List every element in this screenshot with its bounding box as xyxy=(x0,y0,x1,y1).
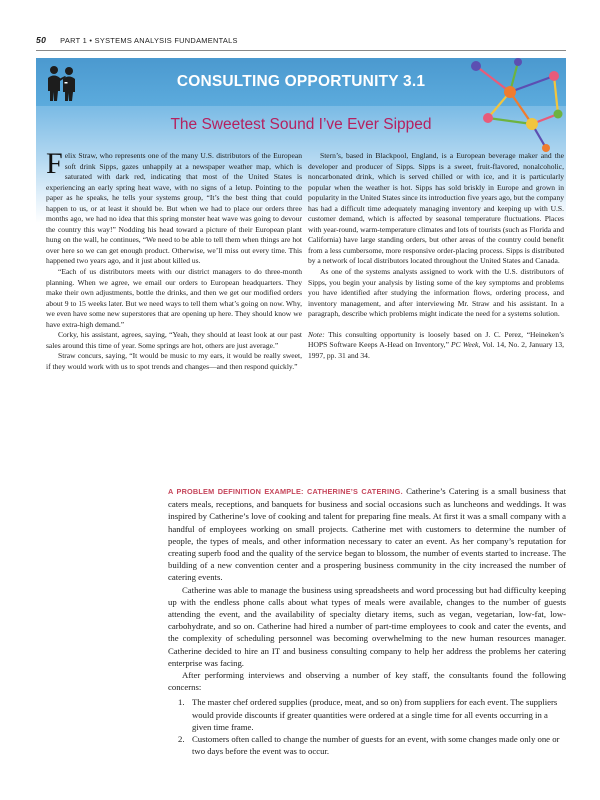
case-paragraph: Straw concurs, saying, “It would be music to my ears, it would be really sweet, if they would work with us to spot trends and changes—and then respond quickly.” xyxy=(46,351,302,371)
case-paragraph: Corky, his assistant, agrees, saying, “Yeah, they should at least look at our past sales around this time of year. Some springs are hot, others are just average.” xyxy=(46,330,302,350)
list-item xyxy=(168,696,566,733)
case-paragraph: As one of the systems analysts assigned to work with the U.S. distributors of Sipps, you begin your analysis by listing some of the key symptoms and problems you have identified after studying the information flows, ordering process, and inventory management, and after interviewing Mr. Straw and his assistant. In a paragraph, describe which problems might indicate the need for a systems solution. xyxy=(308,267,564,319)
consulting-opportunity-box xyxy=(36,58,566,472)
example-heading: A PROBLEM DEFINITION EXAMPLE: CATHERINE’S CATERING. xyxy=(168,487,403,496)
note-text: This consulting opportunity is loosely based on J. C. Perez, “Heineken’s HOPS Software Keeps A-Head on Inventory,” xyxy=(308,329,564,350)
list-item-number: 2. xyxy=(178,734,185,745)
drop-cap: F xyxy=(46,147,63,180)
case-paragraph: Stern’s, based in Blackpool, England, is a European beverage maker and the developer and producer of Sipps. Sipps is a sweet, fruit-flavored, nonalcoholic, noncarbonated drink, which is served chilled or with ice, and it is particularly popular when the weather is hot. Sipps has sold briskly in Europe and grown in popularity in the United States since its introduction five years ago, but the company has had a difficult time adequately managing inventory and keeping up with U.S. customer demand, which is affected by seasonal temperature fluctuations. Places with year-round, warm-temperature climates and lots of tourists (such as Florida and California) have large standing orders, but other areas of the country could benefit from a less cumbersome, more responsive order-placing process. Sipps is distributed by a network of local distributors located throughout the United States and Canada. xyxy=(308,151,564,266)
note-publication: PC Week, xyxy=(451,340,481,350)
list-item-number: 1. xyxy=(178,697,185,708)
case-left-column xyxy=(46,147,302,372)
main-paragraph: Catherine was able to manage the business using spreadsheets and word processing but had difficulty keeping up with the endless phone calls about what types of meals were available, changes to the number of guests attending the event, and the availability of specialty dietary items, such as vegan, vegetarian, low-fat, low-carbohydrate, and so on. Catherine had hired a number of part-time employees to cook and cater the events, and the complexity of scheduling personnel was becoming overwhelming to the new human resources manager. Catherine decided to hire an IT and business consulting company to help her address the problems her catering enterprise was facing. xyxy=(168,584,566,668)
page-number: 50 xyxy=(36,35,47,45)
consulting-opportunity-subtitle: The Sweetest Sound I’ve Ever Sipped xyxy=(170,116,432,133)
main-text xyxy=(168,485,566,757)
source-note xyxy=(308,330,564,362)
concerns-list xyxy=(168,696,566,757)
note-citation: Vol. 14, No. 2, January 13, 1997, pp. 31 and 34. xyxy=(308,340,564,360)
note-label: Note: xyxy=(308,329,325,339)
part-label: PART 1 • SYSTEMS ANALYSIS FUNDAMENTALS xyxy=(60,36,238,45)
main-paragraph: After performing interviews and observing a number of key staff, the consultants found the following concerns: xyxy=(168,670,566,693)
main-paragraph-text: Catherine’s Catering is a small business that caters meals, receptions, and banquets for business and social occasions such as luncheons and weddings. It was inspired by Catherine’s love of cooking and talent for preparing fine meals. At first it was a small company with a handful of employees working on small projects. Catherine met with customers to determine the number of people, the types of meals, and other information necessary to cater an event. As her company’s reputation for creating superb food and the quality of the service began to blossom, the number of events started to increase. The building of a new convention center and a prospering business community in the city increased the number of catering events. xyxy=(168,486,567,583)
running-head xyxy=(36,35,238,49)
list-item-text: Customers often called to change the number of guests for an event, with some changes made only one or two days before the event was to occur. xyxy=(192,734,560,757)
header-rule xyxy=(36,50,566,51)
case-paragraph: “Each of us distributors meets with our district managers to do three-month planning. When we agree, we email our orders to European headquarters. They make their own adjustments, bottle the drinks, and then we get our modified orders about 9 to 15 weeks later. But we need ways to tell them what’s going on now. Why, we even have some new superstores that are opening up here. They should know we have extra-high demand.” xyxy=(46,267,302,329)
case-paragraph-text: elix Straw, who represents one of the many U.S. distributors of the European soft drink Sipps, gazes unhappily at a newspaper weather map, which is saturated with dark red, indicating that most of the United States is experiencing an early spring heat wave, with no signs of a letup. Pointing to the paper as he speaks, he tells your systems group, “It’s the best thing that could happen to us, or at least it should be. But when we had to place our orders three months ago, we had no idea that this spring monster heat wave was going to devour the country this way!” Nodding his head toward a picture of their European plant hung on the wall, he continues, “We need to be able to tell them when things are hot over here so we can get enough product. Otherwise, we’ll miss out every time. This happened two years ago, and it just about killed us. xyxy=(46,151,302,266)
list-item-text: The master chef ordered supplies (produce, meat, and so on) from suppliers for each event. The suppliers would provide discounts if greater quantities were ordered at a single time for all events occurring in a given time frame. xyxy=(192,697,558,732)
list-item xyxy=(168,733,566,757)
main-paragraph xyxy=(168,485,566,584)
case-right-column xyxy=(308,151,564,361)
consulting-opportunity-title: CONSULTING OPPORTUNITY 3.1 xyxy=(176,73,426,90)
case-paragraph xyxy=(46,147,302,267)
